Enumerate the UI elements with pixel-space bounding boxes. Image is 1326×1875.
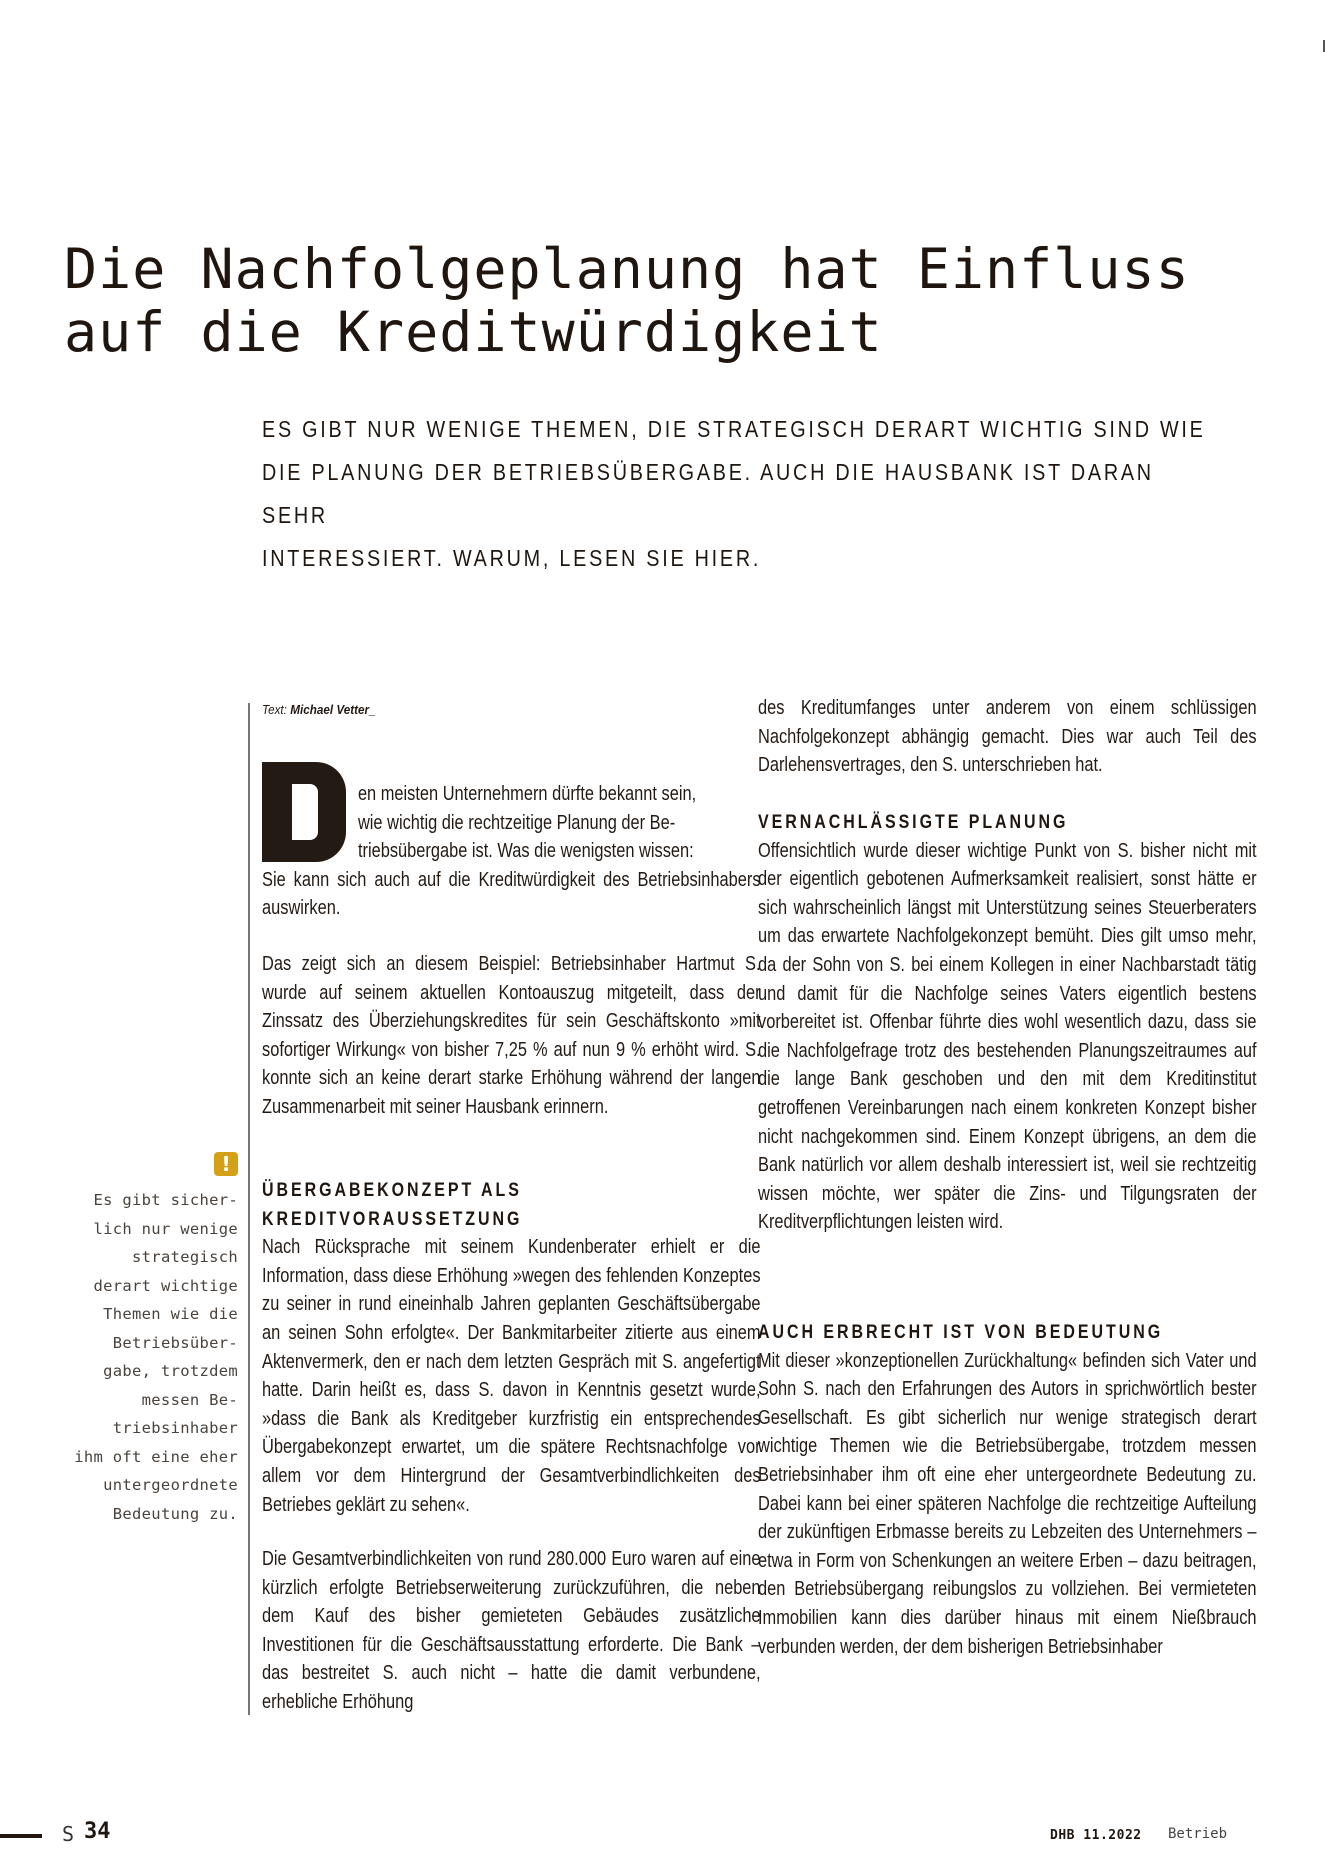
page-number: 34 (84, 1819, 111, 1844)
pull-quote-line: lich nur wenige (93, 1219, 238, 1238)
section-heading-uebergabekonzept: ÜBERGABEKONZEPT ALS KREDITVORAUSSETZUNG (262, 1179, 523, 1230)
pull-quote-line: strategisch (132, 1248, 238, 1266)
lead-line-1: ES GIBT NUR WENIGE THEMEN, DIE STRATEGISCH DERART WICHTIG SIND WIE (262, 416, 1206, 442)
pull-quote-line: derart wichtige (93, 1276, 238, 1295)
section-name: Betrieb (1168, 1826, 1228, 1842)
pull-quote-line: ihm oft eine eher (74, 1447, 238, 1466)
paragraph-kreditumfang: des Kreditumfanges unter anderem von einem schlüssigen Nachfolgekonzept abhängig gemacht. Dies war auch Teil des Darlehensvertrages, den S. unterschrieben hat. (758, 697, 1257, 777)
pull-quote-line: messen Be- (141, 1390, 238, 1409)
pull-quote-line: gabe, trotzdem (103, 1362, 238, 1380)
article-lead (262, 408, 1217, 580)
byline-prefix: Text: (262, 702, 287, 717)
lead-line-3: INTERESSIERT. WARUM, LESEN SIE HIER. (262, 545, 762, 571)
paragraph-konzeptionelle-zurueckhaltung: Mit dieser »konzeptionellen Zurückhaltung« befinden sich Vater und Sohn S. nach den Erfahrungen des Autors in sprichwörtlich bester Gesellschaft. Es gibt sicherlich nur wenige strategisch derart wichtige Themen wie die Betriebsübergabe, trotzdem messen Betriebsinhaber ihm oft eine eher untergeordnete Bedeutung zu. Dabei kann bei einer späteren Nachfolge die rechtzeitige Aufteilung der zukünftigen Erbmasse bereits zu Lebzeiten des Unternehmers – etwa in Form von Schenkungen an weitere Erben – dazu beitragen, den Betriebsübergang reibungslos zu vollziehen. Bei vermieteten Immobilien kann dies darüber hinaus mit einem Nießbrauch verbunden werden, der dem bisherigen Betriebsinhaber (758, 1349, 1257, 1658)
footer-rule (0, 1834, 42, 1838)
intro-line-1: en meisten Unternehmern dürfte bekannt sein, (357, 783, 697, 805)
paragraph-offensichtlich: Offensichtlich wurde dieser wichtige Punkt von S. bisher nicht mit der eigentlich gebotenen Aufmerksamkeit realisiert, sonst hätte er sich wahrscheinlich längst mit Unterstützung seines Steuerberaters um das erwartete Nachfolgekonzept bemüht. Dies gilt umso mehr, da der Sohn von S. bei einem Kollegen in einer Nachbarstadt tätig und damit für die Nachfolge seines Vaters eigentlich bestens vorbereitet ist. Offenbar führte dies wohl wesentlich dazu, dass sie die Nachfolgefrage trotz des bestehenden Planungszeitraumes auf die lange Bank geschoben und den mit dem Kreditinstitut getroffenen Vereinbarungen nach einem konkreten Konzept bisher nicht nachgekommen sind. Einem Konzept übrigens, an dem die Bank natürlich vor allem deshalb interessiert ist, weil sie rechtzeitig wissen möchte, wer später die Zins- und Tilgungsraten der Kreditverpflichtungen leisten wird. (758, 839, 1257, 1234)
pull-quote-line: Themen wie die (103, 1305, 238, 1323)
pull-quote-line: Betriebsüber- (112, 1333, 238, 1352)
exclamation-icon: ! (214, 1152, 238, 1176)
intro-line-3: triebsübergabe ist. Was die wenigsten wissen: (357, 840, 694, 863)
paragraph-gesamtverbindlichkeiten: Die Gesamtverbindlichkeiten von rund 280.000 Euro waren auf eine kürzlich erfolgte Betriebserweiterung zurückzuführen, die neben dem Kauf des bisher gemieteten Gebäudes zusätzliche Investitionen für die Geschäftsausstattung erforderte. Die Bank – das bestreitet S. auch nicht – hatte die damit verbundene, erhebliche Erhöhung (262, 1548, 761, 1713)
lead-line-2: DIE PLANUNG DER BETRIEBSÜBERGABE. AUCH DIE HAUSBANK IST DARAN SEHR (262, 459, 1154, 528)
paragraph-ruecksprache: Nach Rücksprache mit seinem Kundenberater erhielt er die Information, dass diese Erhöhung »wegen des fehlenden Konzeptes zu seiner in rund eineinhalb Jahren geplanten Geschäftsübergabe an seinen Sohn erfolgte«. Der Bankmitarbeiter zitierte aus einem Aktenvermerk, den er nach dem letzten Gespräch mit S. angefertigt hatte. Darin heißt es, dass S. davon in Kenntnis gesetzt wurde, »dass die Bank als Kreditgeber kurzfristig ein entsprechendes Übergabekonzept erwartet, um die spätere Rechtsnachfolge vor allem vor dem Hintergrund der Gesamtverbindlichkeiten des Betriebes geklärt zu sehen«. (262, 1236, 761, 1516)
pull-quote-line: triebsinhaber (112, 1419, 238, 1437)
intro-indented (262, 780, 761, 866)
section-heading-erbrecht: AUCH ERBRECHT IST VON BEDEUTUNG (758, 1321, 1164, 1343)
title-line-1: Die Nachfolgeplanung hat Einfluss (64, 237, 1190, 301)
title-line-2: auf die Kreditwürdigkeit (64, 300, 883, 364)
pull-quote-line: untergeordnete (103, 1476, 238, 1494)
magazine-issue: DHB 11.2022 (1050, 1828, 1142, 1843)
pull-quote (60, 1186, 238, 1528)
pull-quote-line: Es gibt sicher- (93, 1191, 238, 1209)
article-title (64, 238, 1284, 364)
byline-author: Michael Vetter_ (290, 702, 376, 717)
byline (262, 702, 376, 717)
pull-quote-line: Bedeutung zu. (112, 1504, 238, 1523)
section-heading-vernachlaessigte-planung: VERNACHLÄSSIGTE PLANUNG (758, 811, 1069, 833)
column-divider (248, 703, 250, 1715)
page-prefix: S (62, 1822, 75, 1846)
paragraph-example: Das zeigt sich an diesem Beispiel: Betriebsinhaber Hartmut S. wurde auf seinem aktuellen Kontoauszug mitgeteilt, dass der Zinssatz des Überziehungskredites für sein Geschäftskonto »mit sofortiger Wirkung« von bisher 7,25 % auf nun 9 % erhöht wird. S. konnte sich an keine derart starke Erhöhung während der langen Zusammenarbeit mit seiner Hausbank erinnern. (262, 953, 761, 1118)
intro-line-2: wie wichtig die rechtzeitige Planung der Be- (357, 811, 676, 834)
intro-paragraph-rest: Sie kann sich auch auf die Kreditwürdigkeit des Betriebsinhabers auswirken. (262, 868, 761, 920)
crop-mark (1323, 40, 1325, 52)
